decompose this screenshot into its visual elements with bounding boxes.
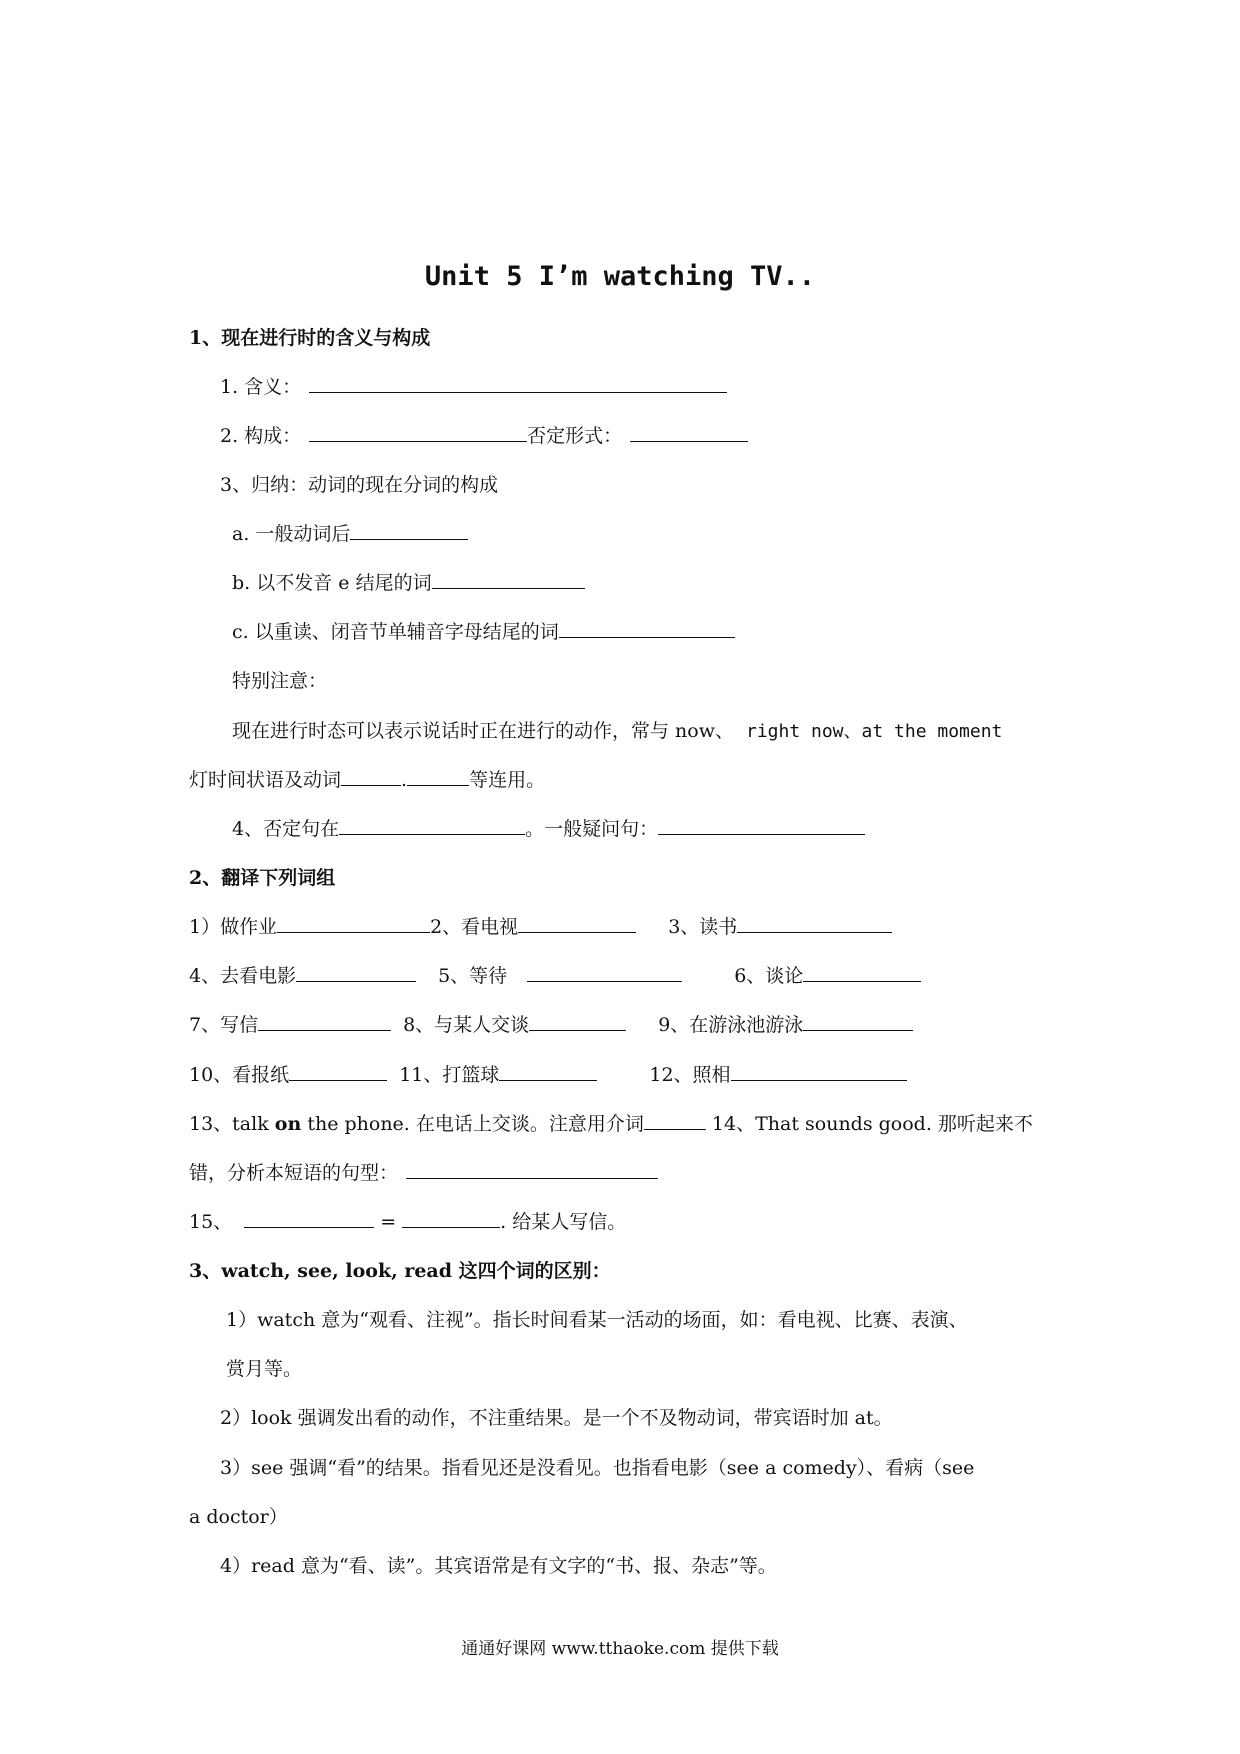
phrase-11-label: 11、打篮球 [399, 1064, 500, 1086]
meaning-line [220, 374, 727, 400]
phrase-2-label: 2、看电视 [430, 916, 519, 938]
negative-form-blank[interactable] [630, 423, 748, 442]
phrase-15-blank-1[interactable] [244, 1209, 374, 1228]
phrase-14-continued: 错，分析本短语的句型： [189, 1162, 399, 1184]
negative-blank[interactable] [339, 816, 525, 835]
watch-explanation-cont: 赏月等。 [226, 1358, 303, 1380]
phrase-5-blank[interactable] [527, 963, 682, 982]
meaning-label: 1. 含义： [220, 376, 302, 398]
negative-form-label: 否定形式： [527, 425, 623, 447]
rule-a-label: a. 一般动词后 [232, 523, 351, 545]
phrase-6-label: 6、谈论 [734, 965, 804, 987]
phrase-row-7 [189, 1209, 626, 1235]
phrase-11-blank[interactable] [499, 1062, 597, 1081]
section-2-heading: 2、翻译下列词组 [189, 867, 336, 889]
rule-b-label: b. 以不发音 e 结尾的词 [232, 572, 432, 594]
note-line-2-end: 等连用。 [469, 769, 546, 791]
note-blank-1[interactable] [341, 767, 401, 786]
rule-b-line [232, 570, 585, 596]
phrase-3-blank[interactable] [737, 914, 892, 933]
phrase-row-1 [189, 914, 892, 940]
phrase-row-3 [189, 1012, 913, 1038]
phrase-9-label: 9、在游泳池游泳 [658, 1014, 804, 1036]
summary-heading: 3、归纳：动词的现在分词的构成 [220, 474, 499, 496]
phrase-14-blank[interactable] [406, 1160, 658, 1179]
phrase-1-blank[interactable] [277, 914, 430, 933]
phrase-10-label: 10、看报纸 [189, 1064, 290, 1086]
look-explanation: 2）look 强调发出看的动作，不注重结果。是一个不及物动词，带宾语时加 at。 [220, 1407, 893, 1429]
meaning-blank[interactable] [309, 374, 727, 393]
phrase-13-start: 13、talk [189, 1113, 275, 1135]
rule-b-blank[interactable] [432, 570, 585, 589]
phrase-row-6 [189, 1160, 658, 1186]
watch-explanation: 1）watch 意为“观看、注视”。指长时间看某一活动的场面，如：看电视、比赛、表演、 [226, 1309, 968, 1331]
phrase-15-label: 15、 [189, 1211, 233, 1233]
structure-blank[interactable] [309, 423, 527, 442]
phrase-5-label: 5、等待 [438, 965, 508, 987]
note-line-2 [189, 767, 545, 793]
phrase-13-text: the phone. 在电话上交谈。注意用介词 [301, 1113, 644, 1135]
see-explanation: 3）see 强调“看”的结果。指看见还是没看见。也指看电影（see a comedy）、看病（see [220, 1457, 975, 1479]
phrase-2-blank[interactable] [518, 914, 636, 933]
section-3-heading: 3、watch, see, look, read 这四个词的区别： [189, 1260, 611, 1282]
phrase-7-label: 7、写信 [189, 1014, 259, 1036]
phrase-8-label: 8、与某人交谈 [403, 1014, 530, 1036]
note-separator: . [401, 769, 408, 791]
question-label: 。一般疑问句： [525, 818, 659, 840]
phrase-13-blank[interactable] [644, 1111, 706, 1130]
phrase-3-label: 3、读书 [668, 916, 738, 938]
phrase-6-blank[interactable] [803, 963, 921, 982]
phrase-7-blank[interactable] [258, 1012, 391, 1031]
phrase-15-meaning: . 给某人写信。 [500, 1211, 627, 1233]
note-blank-2[interactable] [407, 767, 469, 786]
negative-label: 4、否定句在 [232, 818, 340, 840]
note-line-1-text: 现在进行时态可以表示说话时正在进行的动作，常与 now、 [232, 720, 734, 742]
negative-question-line [232, 816, 865, 842]
rule-a-line [232, 521, 468, 547]
structure-label: 2. 构成： [220, 425, 302, 447]
special-note-label: 特别注意： [232, 670, 328, 692]
page-title: Unit 5 I’m watching TV.. [424, 261, 816, 292]
phrase-1-label: 1）做作业 [189, 916, 278, 938]
phrase-13-preposition: on [274, 1113, 302, 1135]
note-time-words: right now、at the moment [745, 721, 1003, 742]
phrase-row-2 [189, 963, 921, 989]
phrase-10-blank[interactable] [289, 1062, 387, 1081]
structure-line [220, 423, 748, 449]
phrase-row-4 [189, 1062, 907, 1088]
see-explanation-cont: a doctor） [189, 1506, 288, 1528]
read-explanation: 4）read 意为“看、读”。其宾语常是有文字的“书、报、杂志”等。 [220, 1555, 777, 1577]
rule-c-line [232, 619, 735, 645]
note-line-2-text: 灯时间状语及动词 [189, 769, 342, 791]
section-1-heading: 1、现在进行时的含义与构成 [189, 327, 431, 349]
phrase-8-blank[interactable] [529, 1012, 626, 1031]
rule-c-blank[interactable] [559, 619, 735, 638]
phrase-row-5 [189, 1111, 1033, 1137]
rule-a-blank[interactable] [350, 521, 468, 540]
phrase-9-blank[interactable] [803, 1012, 913, 1031]
question-blank[interactable] [658, 816, 865, 835]
phrase-12-label: 12、照相 [649, 1064, 731, 1086]
phrase-15-blank-2[interactable] [402, 1209, 500, 1228]
phrase-4-label: 4、去看电影 [189, 965, 297, 987]
phrase-4-blank[interactable] [296, 963, 416, 982]
phrase-12-blank[interactable] [731, 1062, 907, 1081]
footer-source: 通通好课网 www.tthaoke.com 提供下载 [461, 1639, 779, 1659]
rule-c-label: c. 以重读、闭音节单辅音字母结尾的词 [232, 621, 559, 643]
phrase-15-equals: = [380, 1211, 397, 1233]
note-line-1 [232, 718, 1002, 745]
phrase-14-text: 14、That sounds good. 那听起来不 [705, 1113, 1033, 1135]
